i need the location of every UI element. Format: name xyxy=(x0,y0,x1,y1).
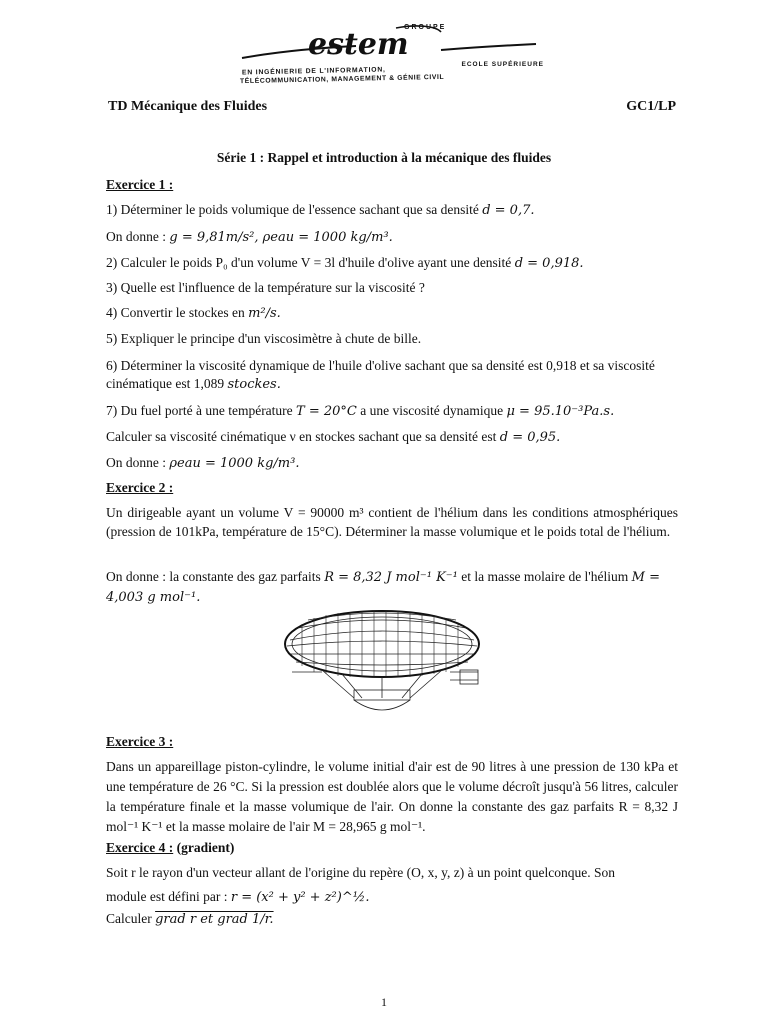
ex4-body-3 xyxy=(106,910,678,929)
ex4-body-1: Soit r le rayon d'un vecteur allant de l'origine du repère (O, x, y, z) à un point quelconque. Son xyxy=(106,865,615,880)
logo-tagline-2: EN INGÉNIERIE DE L'INFORMATION, xyxy=(241,66,386,77)
ex1-given-1-math: g = 9,81m/s², ρeau = 1000 kg/m³. xyxy=(169,230,393,245)
ex1-q7-math: T = 20°C xyxy=(296,404,357,419)
exercise-1-title: Exercice 1 : xyxy=(106,177,174,192)
ex1-q6-text: 6) Déterminer la viscosité dynamique de l'huile d'olive sachant que sa densité est 0,918 et sa viscosité cinématique est 1,089 xyxy=(106,358,655,391)
ex4-body-2-text: module est défini par : xyxy=(106,889,231,904)
ex1-q1-math: d = 0,7. xyxy=(482,203,535,218)
logo-tagline-1: ECOLE SUPÉRIEURE xyxy=(461,61,544,68)
ex1-given-1 xyxy=(106,228,678,247)
ex1-q7b-math: d = 0,95. xyxy=(499,430,561,445)
ex1-q4 xyxy=(106,304,678,323)
exercise-4-subtitle: (gradient) xyxy=(173,840,235,855)
ex1-q5: 5) Expliquer le principe d'un viscosimètre à chute de bille. xyxy=(106,331,422,346)
exercise-1-section xyxy=(106,176,678,194)
ex1-q2 xyxy=(106,254,678,273)
ex4-body-2 xyxy=(106,888,678,907)
ex1-q3: 3) Quelle est l'influence de la température sur la viscosité ? xyxy=(106,280,425,295)
ex2-body: Un dirigeable ayant un volume V = 90000 m³ contient de l'hélium dans les conditions atmosphériques (pression de 101kPa, température de 15°C). Déterminer la masse volumique et le poids total de l'hélium. xyxy=(106,505,678,539)
ex4-body-3-math: grad r et grad 1/r. xyxy=(155,912,274,927)
ex1-q7 xyxy=(106,402,678,421)
ex2-given-text-2: et la masse molaire de l'hélium xyxy=(457,569,632,584)
ex1-q7-text-2: a une viscosité dynamique xyxy=(356,403,507,418)
ex1-q1-text: 1) Déterminer le poids volumique de l'essence sachant que sa densité xyxy=(106,202,483,217)
ex2-given-math: R = 8,32 J mol⁻¹ K⁻¹ xyxy=(324,570,458,585)
ex1-given-1-text: On donne : xyxy=(106,229,170,244)
ex1-q2-text: 2) Calculer le poids P₀ d'un volume V = 3l d'huile d'olive ayant une densité xyxy=(106,255,515,270)
ex1-given-2 xyxy=(106,454,678,473)
ex1-q4-text: 4) Convertir le stockes en xyxy=(106,305,249,320)
exercise-4-section xyxy=(106,839,678,857)
ex3-body: Dans un appareillage piston-cylindre, le volume initial d'air est de 90 litres à une pression de 130 kPa et une température de 26 °C. Si la pression est doublée alors que le volume décroît jusqu'à 56 litres, calculer la température finale et la masse volumique de l'air. On donne la constante des gaz parfaits R = 8,32 J mol⁻¹ K⁻¹ et la masse molaire de l'air M = 28,965 g mol⁻¹. xyxy=(106,759,678,834)
ex2-given-text: On donne : la constante des gaz parfaits xyxy=(106,569,325,584)
ex1-q4-math: m²/s. xyxy=(248,306,281,321)
course-title: TD Mécanique des Fluides xyxy=(108,99,268,114)
ex1-given-2-text: On donne : xyxy=(106,455,170,470)
ex1-q1 xyxy=(106,201,678,220)
exercise-2-section xyxy=(106,479,678,497)
brand-text: estem xyxy=(308,27,409,62)
exercise-3-title: Exercice 3 : xyxy=(106,734,174,749)
estem-wordmark-graphic xyxy=(236,22,546,66)
ex1-q7-text: 7) Du fuel porté à une température xyxy=(106,403,297,418)
ex1-given-2-math: ρeau = 1000 kg/m³. xyxy=(169,456,300,471)
school-logo xyxy=(236,22,546,86)
ex2-given xyxy=(106,567,678,607)
exercise-4-title: Exercice 4 : xyxy=(106,840,174,855)
exercise-2-title: Exercice 2 : xyxy=(106,480,174,495)
ex1-q2-math: d = 0,918. xyxy=(514,256,584,271)
ex2-given-math-2: M = 4,003 g mol⁻¹. xyxy=(106,570,660,605)
ex1-q6-math: stockes. xyxy=(227,377,281,392)
ex4-body-3-text: Calculer xyxy=(106,911,156,926)
ex4-body-2-math: r = (x² + y² + z²)^½. xyxy=(230,890,370,905)
airship-illustration xyxy=(282,606,482,718)
ex1-q7-math-2: μ = 95.10⁻³Pa.s. xyxy=(506,404,615,419)
exercise-3-section xyxy=(106,733,678,751)
ex1-q7b-text: Calculer sa viscosité cinématique ν en stockes sachant que sa densité est xyxy=(106,429,500,444)
ex1-q7b xyxy=(106,428,678,447)
logo-tagline-3: TÉLÉCOMMUNICATION, MANAGEMENT & GÉNIE CIVIL xyxy=(239,73,445,86)
series-title: Série 1 : Rappel et introduction à la mécanique des fluides xyxy=(216,150,552,165)
class-code: GC1/LP xyxy=(626,99,676,114)
page-number: 1 xyxy=(381,995,387,1009)
ex1-q6 xyxy=(106,357,678,394)
logo-groupe-text: GROUPE xyxy=(404,24,447,31)
